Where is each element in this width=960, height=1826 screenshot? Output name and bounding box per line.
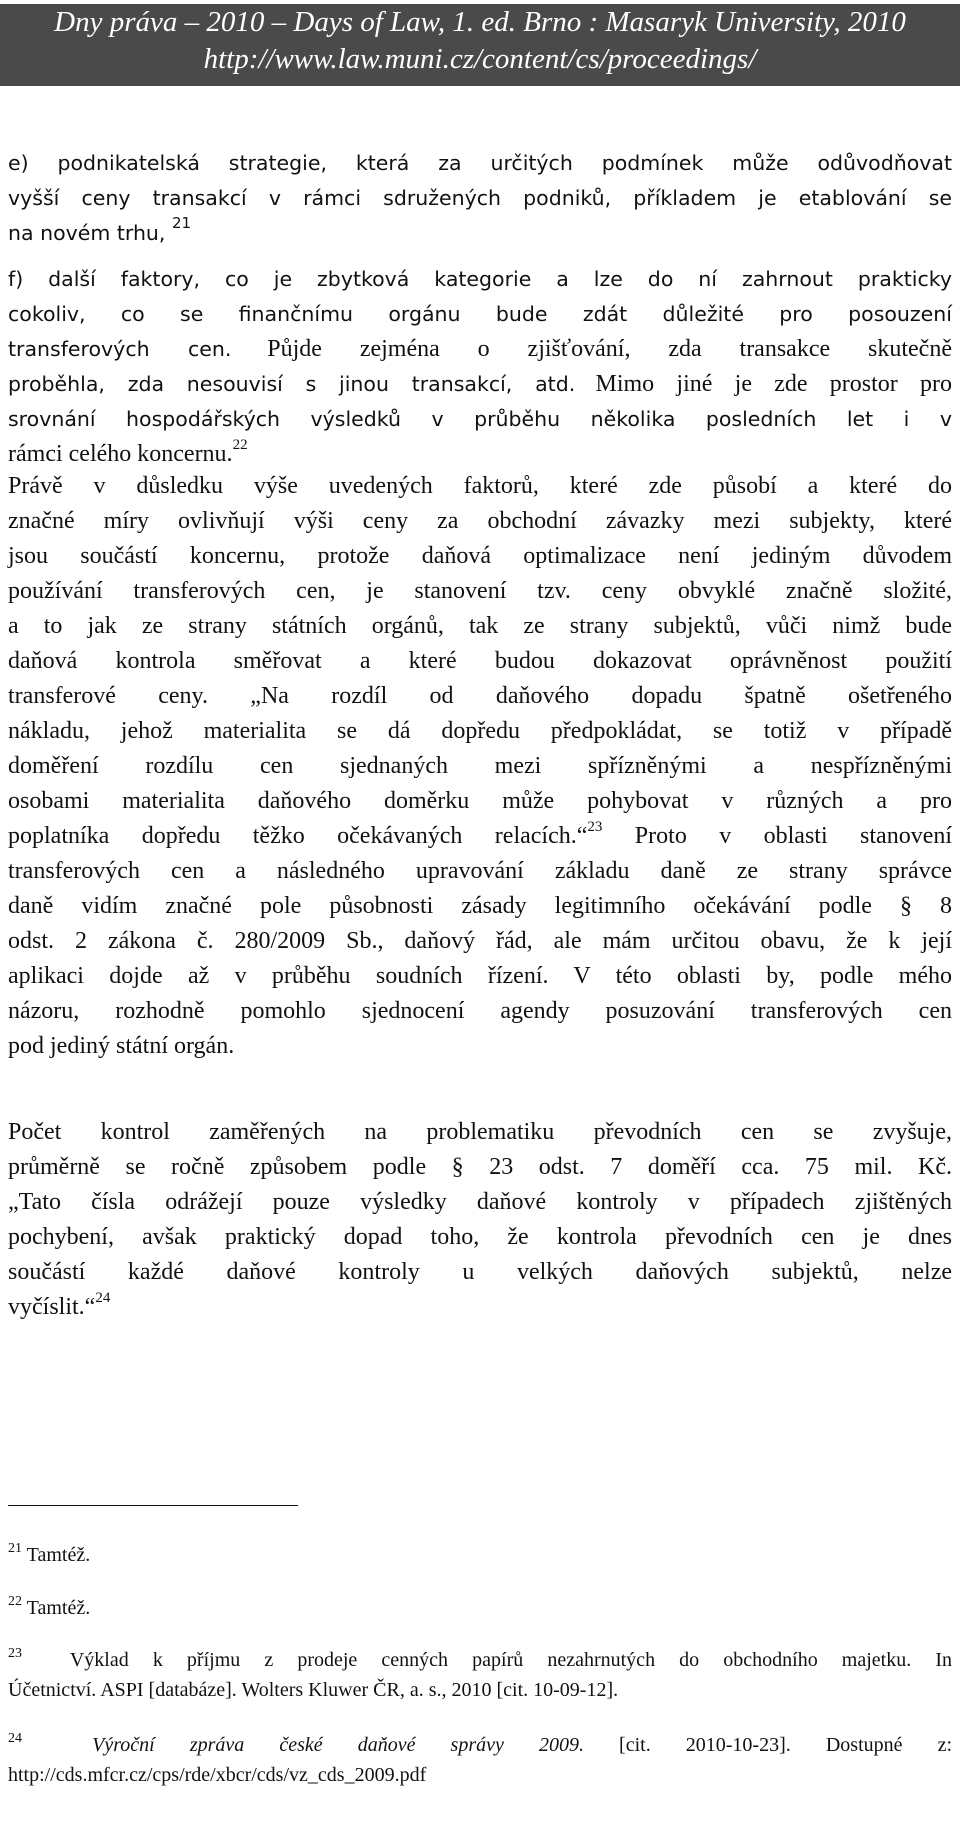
text-line: odst. 2 zákona č. 280/2009 Sb., daňový řád, ale mám určitou obavu, že k její [8,928,952,954]
text-span: rámci celého koncernu. [8,441,233,467]
header-url: http://www.law.muni.cz/content/cs/proceedings/ [203,43,757,75]
text-line: Počet kontrol zaměřených na problematiku převodních cen se zvyšuje, [8,1119,952,1145]
text-line: „Tato čísla odrážejí pouze výsledky daňové kontroly v případech zjištěných [8,1189,952,1215]
text-line: průměrně se ročně způsobem podle § 23 odst. 7 doměří cca. 75 mil. Kč. [8,1154,952,1180]
footnote-22 [8,1593,952,1623]
text-line: srovnání hospodářských výsledků v průběhu několika posledních let i v [8,407,952,431]
paragraph-main [8,469,952,1064]
footnote-ref-24[interactable]: 24 [95,1290,111,1306]
text-line: e) podnikatelská strategie, která za určitých podmínek může odůvodňovat [8,151,952,175]
footnote-ref-21[interactable]: 21 [171,214,192,232]
footnote-text: [cit. 2010-10-23]. Dostupné z: [619,1734,953,1756]
footnote-number: 23 [8,1646,22,1661]
footnote-text: Tamtéž. [26,1597,91,1619]
footnote-title: Výroční zpráva české daňové správy 2009. [92,1734,584,1756]
text-line [8,819,952,854]
footnote-number: 22 [8,1594,22,1609]
text-line: aplikaci dojde až v průběhu soudních řízení. V této oblasti by, podle mého [8,963,952,989]
text-span: Proto v oblasti stanovení [602,823,953,849]
text-span: poplatníka dopředu těžko očekávaných relacích.“ [8,823,588,849]
text-line: značné míry ovlivňují výši ceny za obchodní závazky mezi subjekty, které [8,508,952,534]
text-span: Mimo jiné je zde prostor pro [595,371,953,397]
text-line: a to jak ze strany státních orgánů, tak ze strany subjektů, vůči nimž bude [8,613,952,639]
text-line: součástí každé daňové kontroly u velkých daňových subjektů, nelze [8,1259,952,1285]
text-line: Právě v důsledku výše uvedených faktorů, které zde působí a které do [8,473,952,499]
text-line: transferové ceny. „Na rozdíl od daňového dopadu špatně ošetřeného [8,683,952,709]
footnote-line [8,1730,952,1760]
footnote-line [8,1645,952,1675]
running-header [0,4,960,86]
footnote-line [8,1593,952,1623]
footnote-line: Účetnictví. ASPI [databáze]. Wolters Kluwer ČR, a. s., 2010 [cit. 10-09-12]. [8,1679,619,1701]
text-line: f) další faktory, co je zbytková kategorie a lze do ní zahrnout prakticky [8,267,952,291]
paragraph-f [8,262,952,472]
footnote-text: Výklad k příjmu z prodeje cenných papírů nezahrnutých do obchodního majetku. In [69,1649,952,1671]
footnote-line [8,1540,952,1570]
text-line: názoru, rozhodně pomohlo sjednocení agendy posuzování transferových cen [8,998,952,1024]
paragraph-e [8,146,952,251]
footnote-21 [8,1540,952,1570]
header-citation: Dny práva – 2010 – Days of Law, 1. ed. Brno : Masaryk University, 2010 [54,6,906,38]
text-line [8,216,952,251]
text-line: jsou součástí koncernu, protože daňová optimalizace není jediným důvodem [8,543,952,569]
footnote-text: Tamtéž. [26,1544,91,1566]
text-line: doměření rozdílu cen sjednaných mezi spřízněnými a nespřízněnými [8,753,952,779]
footnote-ref-22[interactable]: 22 [232,437,248,453]
footnote-number: 24 [8,1731,22,1746]
text-span: proběhla, zda nesouvisí s jinou transakcí, atd. [8,372,576,396]
footnote-24 [8,1730,952,1790]
text-span: transferových cen. [8,337,232,361]
paragraph-count [8,1115,952,1325]
footnote-url-link[interactable]: http://cds.mfcr.cz/cps/rde/xbcr/cds/vz_cds_2009.pdf [8,1764,427,1786]
text-line: nákladu, jehož materialita se dá dopředu předpokládat, se totiž v případě [8,718,952,744]
text-line: daňová kontrola směřovat a které budou dokazovat oprávněnost použití [8,648,952,674]
footnote-23 [8,1645,952,1705]
text-line: daně vidím značné pole působnosti zásady legitimního očekávání podle § 8 [8,893,952,919]
text-line: vyšší ceny transakcí v rámci sdružených podniků, příkladem je etablování se [8,186,952,210]
footnote-number: 21 [8,1541,22,1556]
text-line [8,332,952,367]
text-line [8,367,952,402]
text-span: vyčíslit.“ [8,1294,96,1320]
text-line [8,437,952,472]
text-line: pod jediný státní orgán. [8,1033,235,1059]
text-line: transferových cen a následného upravování základu daně ze strany správce [8,858,952,884]
text-line: osobami materialita daňového doměrku může pohybovat v různých a pro [8,788,952,814]
text-line: pochybení, avšak praktický dopad toho, že kontrola převodních cen je dnes [8,1224,952,1250]
footnote-separator [8,1505,298,1506]
text-span: na novém trhu, [8,221,166,245]
text-line [8,1290,952,1325]
text-span: Půjde zejména o zjišťování, zda transakce skutečně [267,336,952,362]
footnote-ref-23[interactable]: 23 [587,819,603,835]
text-line: cokoliv, co se finančnímu orgánu bude zdát důležité pro posouzení [8,302,952,326]
text-line: používání transferových cen, je stanovení tzv. ceny obvyklé značně složité, [8,578,952,604]
